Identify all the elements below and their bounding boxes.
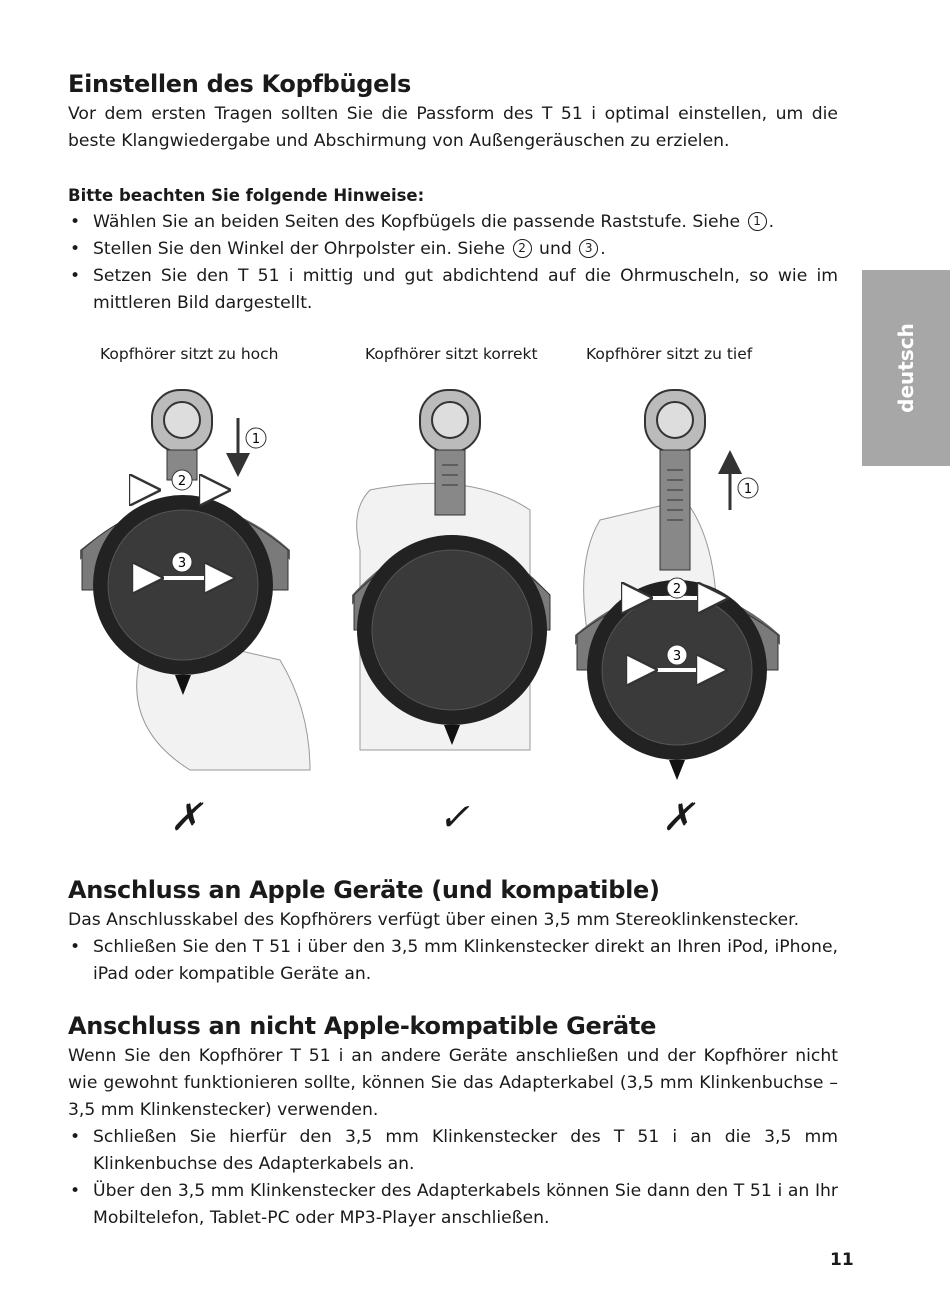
callout-ref-3: 3 bbox=[579, 239, 598, 258]
apple-item-1: • Schließen Sie den T 51 i über den 3,5 mm Klinkenstecker direkt an Ihren iPod, iPhone, iPad oder kompatible Geräte an. bbox=[68, 934, 838, 988]
note-item-2: • Stellen Sie den Winkel der Ohrpolster ein. Siehe 2 und 3 . bbox=[68, 236, 838, 263]
notes-heading: Bitte beachten Sie folgende Hinweise: bbox=[68, 186, 425, 205]
fig1-callout-2: 2 bbox=[177, 474, 187, 489]
note-1-text: Wählen Sie an beiden Seiten des Kopfbügels die passende Raststufe. Siehe bbox=[93, 212, 741, 232]
headphone-correct-icon bbox=[352, 390, 550, 750]
note-3-text: Setzen Sie den T 51 i mittig und gut abdichtend auf die Ohrmuscheln, so wie im mittleren Bild dargestellt. bbox=[93, 266, 838, 313]
fig3-callout-2: 2 bbox=[672, 582, 682, 597]
note-2-text: Stellen Sie den Winkel der Ohrpolster ein. Siehe bbox=[93, 239, 506, 259]
fig3-callout-3: 3 bbox=[672, 649, 682, 664]
non-apple-item-2: • Über den 3,5 mm Klinkenstecker des Adapterkabels können Sie dann den T 51 i an Ihr Mobiltelefon, Tablet-PC oder MP3-Player anschließen. bbox=[68, 1178, 838, 1232]
fig1-callout-1: 1 bbox=[251, 432, 261, 447]
headphone-fit-illustration bbox=[60, 380, 800, 780]
caption-too-high: Kopfhörer sitzt zu hoch bbox=[100, 345, 279, 363]
intro-apple: Das Anschlusskabel des Kopfhörers verfügt über einen 3,5 mm Stereoklinkenstecker. bbox=[68, 910, 800, 930]
headphone-too-high-icon bbox=[80, 390, 310, 770]
non-apple-list bbox=[68, 1124, 838, 1232]
apple-list bbox=[68, 934, 838, 988]
wrong-mark-right: ✗ bbox=[662, 795, 694, 839]
heading-non-apple-connection: Anschluss an nicht Apple-kompatible Geräte bbox=[68, 1012, 657, 1040]
callout-ref-1: 1 bbox=[748, 212, 767, 231]
intro-headband: Vor dem ersten Tragen sollten Sie die Passform des T 51 i optimal einstellen, um die beste Klangwiedergabe und Abschirmung von Außengeräuschen zu erzielen. bbox=[68, 104, 838, 151]
heading-headband-adjustment: Einstellen des Kopfbügels bbox=[68, 70, 412, 98]
wrong-mark-left: ✗ bbox=[170, 795, 202, 839]
note-item-3 bbox=[68, 263, 838, 317]
non-apple-item-1: • Schließen Sie hierfür den 3,5 mm Klinkenstecker des T 51 i an die 3,5 mm Klinkenbuchse des Adapterkabels an. bbox=[68, 1124, 838, 1178]
notes-list bbox=[68, 209, 838, 317]
note-item-1: • Wählen Sie an beiden Seiten des Kopfbügels die passende Raststufe. Siehe 1 . bbox=[68, 209, 838, 236]
intro-non-apple: Wenn Sie den Kopfhörer T 51 i an andere Geräte anschließen und der Kopfhörer nicht wie gewohnt funktionieren sollte, können Sie das Adapterkabel (3,5 mm Klinkenbuchse – 3,5 mm Klinkenstecker) verwenden. bbox=[68, 1046, 838, 1120]
caption-too-low: Kopfhörer sitzt zu tief bbox=[586, 345, 753, 363]
fig1-callout-3: 3 bbox=[177, 556, 187, 571]
note-2-and: und bbox=[539, 239, 572, 259]
headphone-too-low-icon bbox=[575, 390, 780, 780]
fig3-callout-1: 1 bbox=[743, 482, 753, 497]
caption-correct: Kopfhörer sitzt korrekt bbox=[365, 345, 538, 363]
heading-apple-connection: Anschluss an Apple Geräte (und kompatible) bbox=[68, 876, 660, 904]
correct-mark: ✓ bbox=[438, 795, 470, 839]
page-number: 11 bbox=[830, 1250, 854, 1270]
language-tab-label: deutsch bbox=[894, 323, 918, 413]
language-tab bbox=[862, 270, 950, 466]
callout-ref-2: 2 bbox=[513, 239, 532, 258]
